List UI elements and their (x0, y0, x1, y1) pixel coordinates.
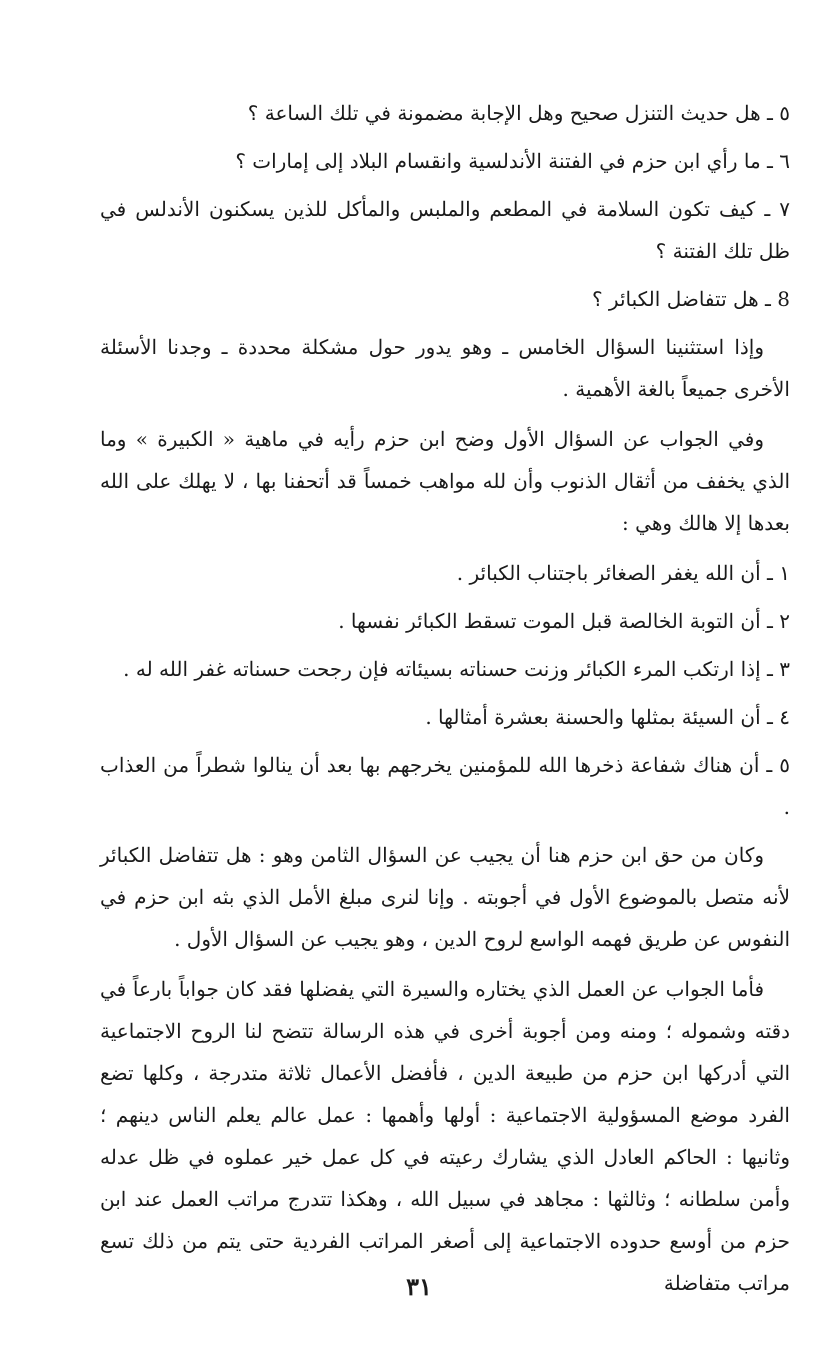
question-item-8 (100, 278, 790, 320)
item-number: ٥ (779, 753, 791, 777)
question-item-5 (100, 92, 790, 134)
item-separator: ـ (760, 561, 780, 585)
gift-item-2 (100, 600, 790, 642)
item-separator: ـ (760, 705, 780, 729)
item-separator: ـ (760, 101, 780, 125)
gift-item-3 (100, 648, 790, 690)
item-number: ٤ (779, 705, 790, 729)
paragraph-questions-importance: وإذا استثنينا السؤال الخامس ـ وهو يدور حول مشكلة محددة ـ وجدنا الأسئلة الأخرى جميعاً بالغة الأهمية . (100, 335, 790, 401)
paragraph-best-deeds: فأما الجواب عن العمل الذي يختاره والسيرة التي يفضلها فقد كان جواباً بارعاً في دقته وشموله ؛ ومنه ومن أجوبة أخرى في هذه الرسالة تتضح لنا الروح الاجتماعية التي أدركها ابن حزم من طبيعة الدين ، فأفضل الأعمال ثلاثة متدرجة ، وكلها تضع الفرد موضع المسؤولية الاجتماعية : أولها وأهمها : عمل عالم يعلم الناس دينهم ؛ وثانيها : الحاكم العادل الذي يشارك رعيته في كل عمل خير عملوه في ظل عدله وأمن سلطانه ؛ وثالثها : مجاهد في سبيل الله ، وهكذا تتدرج مراتب العمل عند ابن حزم من أوسع حدوده الاجتماعية إلى أصغر المراتب الفردية حتى يتم من ذلك تسع مراتب متفاضلة (100, 977, 790, 1295)
question-item-7 (100, 188, 790, 272)
item-number: ١ (779, 561, 790, 585)
page-body (100, 92, 790, 1312)
question-item-6 (100, 140, 790, 182)
item-text: أن هناك شفاعة ذخرها الله للمؤمنين يخرجهم بها بعد أن ينالوا شطراً من العذاب . (100, 753, 790, 819)
item-text: أن الله يغفر الصغائر باجتناب الكبائر . (456, 561, 761, 585)
item-number: ٢ (779, 609, 790, 633)
item-number: ٥ (779, 101, 790, 125)
item-separator: ـ (760, 149, 780, 173)
item-text: كيف تكون السلامة في المطعم والملبس والمأكل للذين يسكنون الأندلس في ظل تلك الفتنة ؟ (100, 197, 790, 263)
item-text: ما رأي ابن حزم في الفتنة الأندلسية وانقسام البلاد إلى إمارات ؟ (235, 149, 761, 173)
item-number: ٦ (779, 149, 790, 173)
item-text: أن السيئة بمثلها والحسنة بعشرة أمثالها . (425, 705, 761, 729)
item-text: هل حديث التنزل صحيح وهل الإجابة مضمونة في تلك الساعة ؟ (247, 101, 761, 125)
gift-item-5 (100, 744, 790, 828)
item-number: ٣ (779, 657, 790, 681)
item-separator: ـ (755, 197, 780, 221)
paragraph-eighth-question: وكان من حق ابن حزم هنا أن يجيب عن السؤال الثامن وهو : هل تتفاضل الكبائر لأنه متصل بالموضوع الأول في أجوبته . وإنا لنرى مبلغ الأمل الذي بثه ابن حزم في النفوس عن طريق فهمه الواسع لروح الدين ، وهو يجيب عن السؤال الأول . (100, 843, 790, 951)
item-text: هل تتفاضل الكبائر ؟ (591, 287, 759, 311)
item-separator: ـ (759, 753, 780, 777)
item-text: أن التوبة الخالصة قبل الموت تسقط الكبائر نفسها . (338, 609, 761, 633)
paragraph-first-answer: وفي الجواب عن السؤال الأول وضح ابن حزم رأيه في ماهية « الكبيرة » وما الذي يخفف من أثقال الذنوب وأن لله مواهب خمساً قد أتحفنا بها ، لا يهلك على الله بعدها إلا هالك وهي : (100, 427, 790, 535)
gift-item-4 (100, 696, 790, 738)
item-separator: ـ (758, 287, 778, 311)
item-number: ٧ (779, 197, 791, 221)
gift-item-1 (100, 552, 790, 594)
item-separator: ـ (760, 609, 780, 633)
item-text: إذا ارتكب المرء الكبائر وزنت حسناته بسيئاته فإن رجحت حسناته غفر الله له . (123, 657, 761, 681)
page-number: ٣١ (406, 1272, 432, 1301)
item-number: 8 (777, 287, 790, 311)
item-separator: ـ (760, 657, 780, 681)
